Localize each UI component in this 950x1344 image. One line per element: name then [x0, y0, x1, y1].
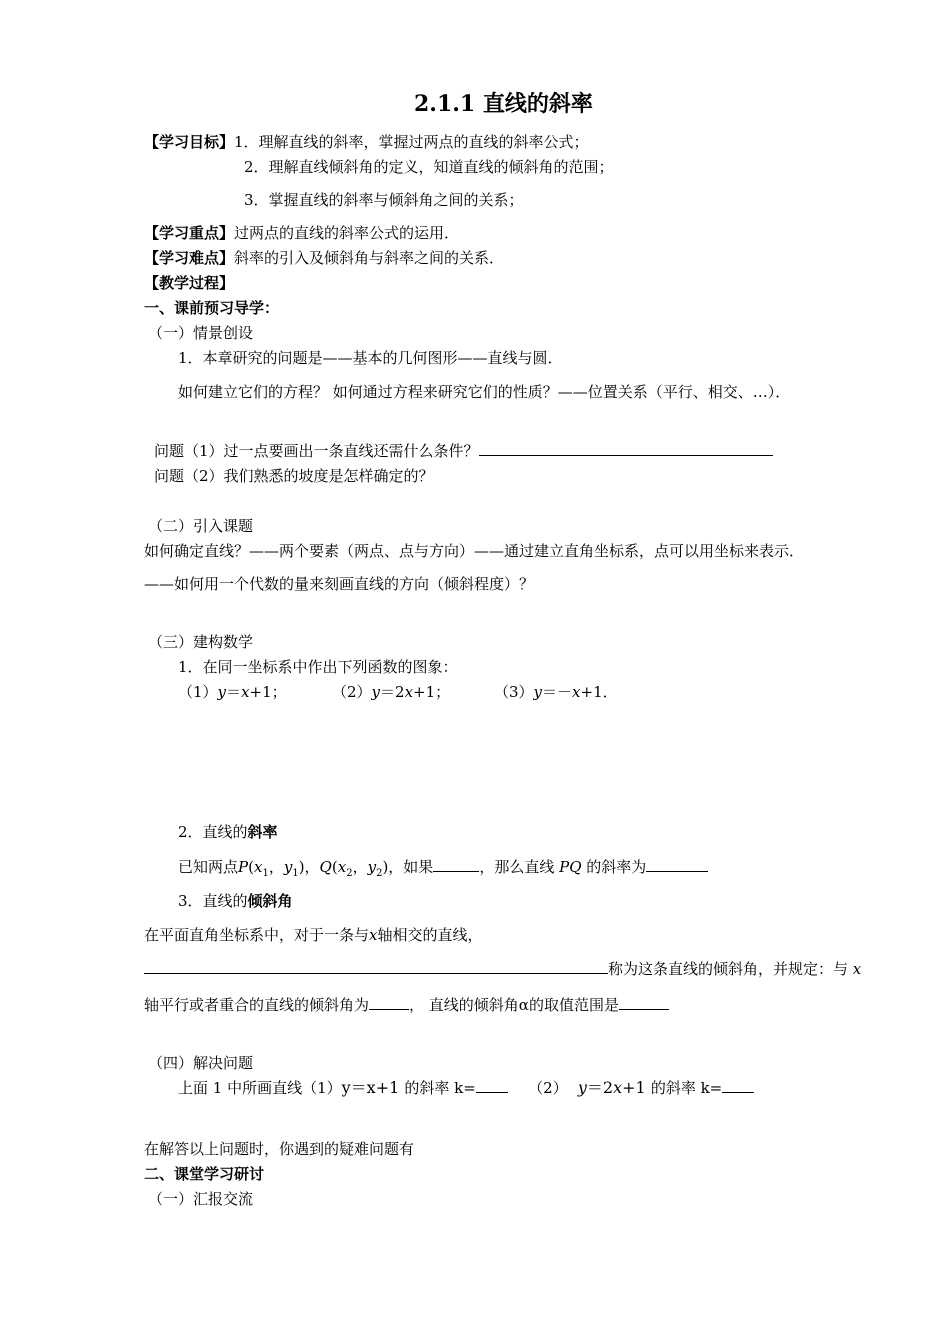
function-2-number: （2） [332, 683, 372, 701]
slope-formula-line: 已知两点$P(x_1$，$y_1$)，$Q(x_2$，$y_2$)，如果 ，那么直线 PQ 的斜率为 [178, 857, 708, 884]
slope-line-text-3: ，那么直线 [479, 858, 555, 876]
section-4-function-2-x: x [613, 1078, 623, 1097]
question-1-text: 问题（1）过一点要画出一条直线还需什么条件？ [154, 442, 479, 460]
slope-heading [178, 822, 278, 842]
point-p: P [238, 858, 249, 876]
function-1-x: x [241, 683, 250, 701]
section-4-text-2: 的斜率 k= [404, 1079, 476, 1097]
angle-definition-blank[interactable] [144, 959, 608, 974]
angle-line-3-text-1: 轴平行或者重合的直线的倾斜角为 [144, 996, 370, 1014]
doubt-line: 在解答以上问题时，你遇到的疑难问题有 [144, 1140, 415, 1158]
slope-answer-1-blank[interactable] [476, 1078, 508, 1093]
section-4-function-2-post: +1 [622, 1078, 646, 1097]
parallel-angle-blank[interactable] [369, 995, 409, 1010]
goals-label: 【学习目标】 [144, 133, 235, 151]
point-p-y: y [283, 858, 293, 876]
subscript-3: 2 [346, 868, 353, 879]
section-1-line-1: 1．本章研究的问题是——基本的几何图形——直线与圆． [178, 349, 563, 367]
part1-heading: 一、课前预习导学： [144, 299, 280, 317]
function-2-post: +1； [413, 683, 451, 701]
question-1-answer-blank[interactable] [479, 441, 773, 456]
angle-heading-text: 3．直线的 [178, 892, 248, 910]
slope-line-text-4: 的斜率为 [586, 858, 647, 876]
slope-heading-text: 2．直线的 [178, 823, 248, 841]
function-3 [494, 682, 618, 702]
angle-heading [178, 891, 293, 911]
angle-line-1-x: x [369, 926, 378, 944]
angle-range-blank[interactable] [619, 995, 669, 1010]
function-3-number: （3） [494, 683, 534, 701]
section-4-text-3: （2） [528, 1079, 568, 1097]
section-3-heading: （三）建构数学 [148, 633, 254, 651]
function-1-eq: ＝ [226, 683, 242, 701]
goal-item-2: 2．理解直线倾斜角的定义，知道直线的倾斜角的范围； [244, 158, 614, 176]
slope-line-text-2: ，如果 [388, 858, 434, 876]
function-1 [178, 682, 287, 702]
point-q-x: x [337, 858, 347, 876]
point-q-y: y [367, 858, 377, 876]
section-2-line-1: 如何确定直线？——两个要素（两点、点与方向）——通过建立直角坐标系，点可以用坐标来表示． [144, 542, 805, 560]
function-3-x: x [572, 683, 581, 701]
section-4-function-2-eq: ＝2 [586, 1078, 614, 1097]
point-p-x: x [253, 858, 263, 876]
comma-1: ， [268, 858, 284, 876]
angle-line-1 [144, 925, 483, 945]
focus-row [144, 223, 459, 243]
slope-heading-term: 斜率 [247, 823, 278, 841]
section-1-heading: （一）情景创设 [148, 324, 254, 342]
goal-item-1: 1．理解直线的斜率，掌握过两点的直线的斜率公式； [234, 133, 589, 151]
function-3-eq: ＝－ [542, 683, 573, 701]
angle-line-1-text-1: 在平面直角坐标系中，对于一条与 [144, 926, 370, 944]
function-1-y: y [217, 683, 227, 701]
process-label: 【教学过程】 [144, 274, 235, 292]
section-4-heading: （四）解决问题 [148, 1054, 254, 1072]
slope-formula-blank[interactable] [646, 857, 708, 872]
function-2-eq: ＝2 [380, 683, 405, 701]
difficulty-row [144, 248, 504, 268]
goals-row-1 [144, 132, 589, 152]
angle-heading-term: 倾斜角 [247, 892, 293, 910]
function-3-y: y [533, 683, 543, 701]
angle-line-3 [144, 995, 669, 1015]
point-q: Q [319, 858, 332, 876]
part2-section-1-heading: （一）汇报交流 [148, 1190, 254, 1208]
angle-line-1-text-2: 轴相交的直线， [377, 926, 483, 944]
line-pq: PQ [559, 858, 582, 876]
function-1-post: +1； [249, 683, 287, 701]
angle-line-2-x: x [852, 960, 862, 978]
section-1-line-2: 如何建立它们的方程？ 如何通过方程来研究它们的性质？——位置关系（平行、相交、…）． [178, 383, 791, 401]
question-2: 问题（2）我们熟悉的坡度是怎样确定的？ [154, 467, 434, 485]
section-4-function-1: y＝x+1 [341, 1078, 400, 1097]
slope-line-text-1: 已知两点 [178, 858, 239, 876]
difficulty-label: 【学习难点】 [144, 249, 235, 267]
part2-heading: 二、课堂学习研讨 [144, 1165, 265, 1183]
subscript-2: 1 [292, 868, 299, 879]
condition-blank[interactable] [433, 857, 479, 872]
function-2-y: y [371, 683, 381, 701]
subscript-1: 1 [262, 868, 269, 879]
alpha-symbol: α [518, 996, 529, 1014]
function-2-x: x [404, 683, 414, 701]
difficulty-text: 斜率的引入及倾斜角与斜率之间的关系． [234, 249, 505, 267]
section-2-line-2: ——如何用一个代数的量来刻画直线的方向（倾斜程度）？ [144, 575, 535, 593]
page-title: 2.1.1 直线的斜率 [414, 91, 593, 117]
section-4-text-4: 的斜率 k= [650, 1079, 723, 1097]
section-3-line-1: 1．在同一坐标系中作出下列函数的图象： [178, 658, 458, 676]
angle-line-3-text-3: 的取值范围是 [528, 996, 619, 1014]
focus-label: 【学习重点】 [144, 224, 235, 242]
goal-item-3: 3．掌握直线的斜率与倾斜角之间的关系； [244, 191, 524, 209]
comma-2: ， [352, 858, 368, 876]
function-2 [332, 682, 450, 702]
subscript-4: 2 [376, 868, 383, 879]
angle-line-2 [144, 959, 861, 979]
angle-line-3-text-2: ， 直线的倾斜角 [409, 996, 519, 1014]
question-1 [154, 441, 773, 461]
section-4-line [178, 1078, 754, 1098]
focus-text: 过两点的直线的斜率公式的运用． [234, 224, 460, 242]
slope-answer-2-blank[interactable] [722, 1078, 754, 1093]
section-4-function-2-y: y [577, 1078, 587, 1097]
function-1-number: （1） [178, 683, 218, 701]
section-2-heading: （二）引入课题 [148, 517, 254, 535]
angle-line-2-text: 称为这条直线的倾斜角，并规定：与 [608, 960, 849, 978]
function-3-post: +1． [580, 683, 618, 701]
section-4-text-1: 上面 1 中所画直线（1） [178, 1079, 342, 1097]
